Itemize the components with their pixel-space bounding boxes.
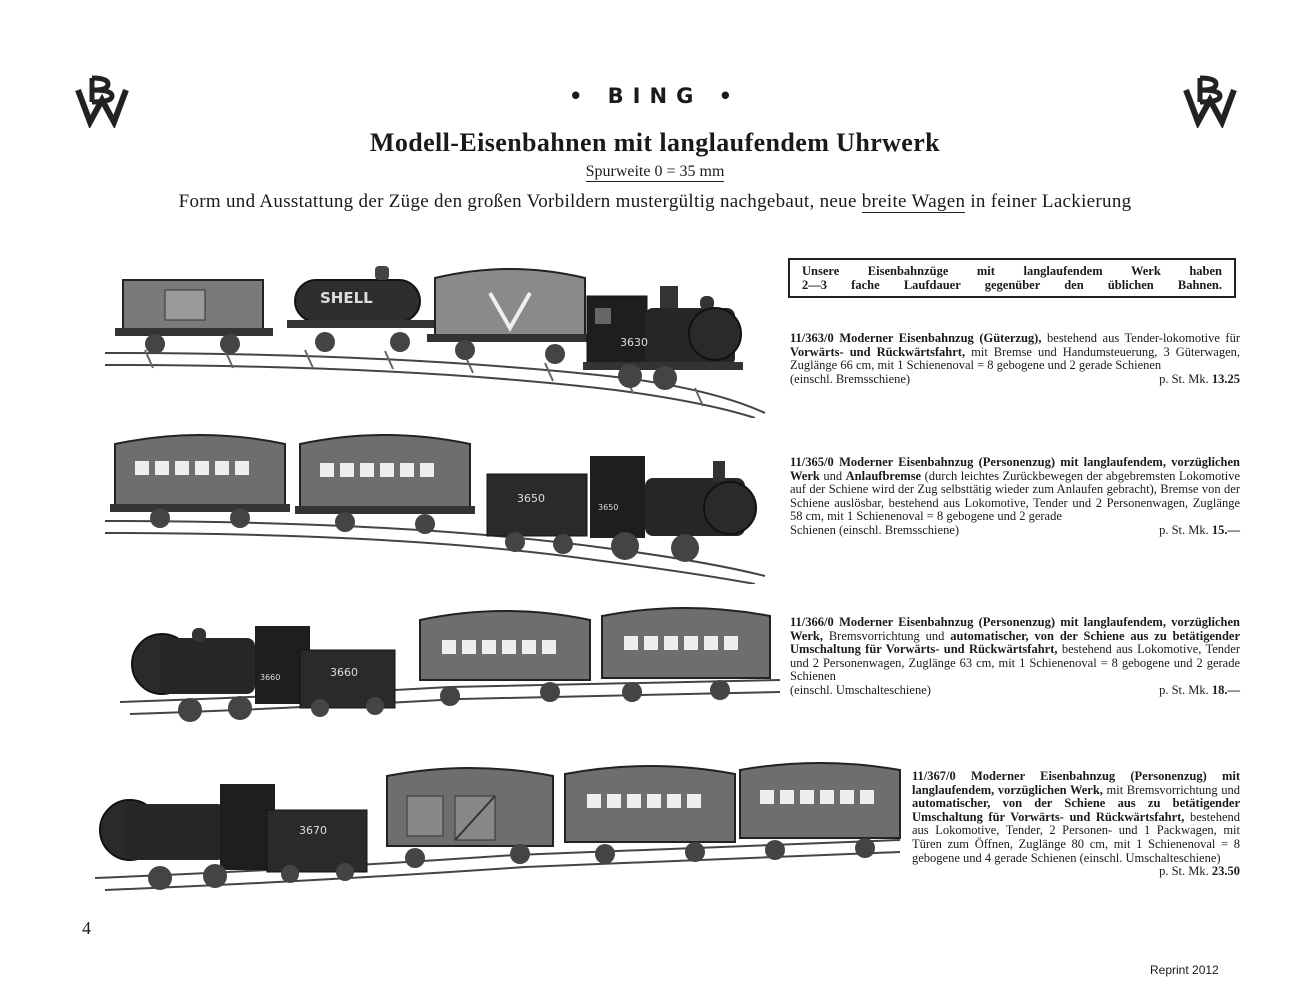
- tagline: [100, 191, 1210, 213]
- tagline-text-end: in feiner Lackierung: [965, 191, 1132, 212]
- page-subtitle: [560, 163, 750, 181]
- product-number: 11/363/0: [790, 331, 834, 345]
- bw-monogram-logo-left: [72, 72, 132, 128]
- loco-number-3630: 3630: [620, 336, 648, 349]
- price-label: p. St. Mk.: [1159, 864, 1209, 879]
- illustration-passenger-train-366: [120, 602, 785, 734]
- price-line: [790, 684, 1240, 698]
- product-heading: Moderner Eisenbahnzug (Personenzug) mit langlaufendem, vorzüglichen Werk: [790, 455, 1241, 483]
- product-heading: Moderner Eisenbahnzug (Güterzug),: [839, 331, 1042, 345]
- price-label: p. St. Mk.: [1159, 682, 1209, 697]
- product-highlight: automatischer, von der Schiene aus zu betätigender Umschaltung für Vorwärts- und Rückwärtsfahrt,: [912, 796, 1240, 824]
- price-label: p. St. Mk.: [1159, 522, 1209, 537]
- product-description-365: [790, 456, 1240, 538]
- product-heading: Moderner Eisenbahnzug (Personenzug) mit langlaufendem, vorzüglichen Werk,: [790, 615, 1241, 643]
- product-text-last: (einschl. Bremsschiene): [790, 371, 911, 386]
- cab-number-3650: 3650: [598, 503, 619, 512]
- product-highlight: automatischer, von der Schiene aus zu betätigender Umschaltung für Vorwärts- und Rückwärtsfahrt,: [790, 628, 1240, 657]
- cab-number-3660: 3660: [260, 673, 281, 682]
- brand-name: • BING •: [568, 84, 742, 108]
- price-line: [790, 524, 1240, 538]
- price: [1159, 524, 1240, 538]
- product-description-367: [912, 770, 1240, 879]
- illustration-passenger-train-367: [95, 760, 903, 900]
- product-text: und: [819, 468, 846, 483]
- price-line: [790, 373, 1240, 387]
- reprint-note: Reprint 2012: [1150, 963, 1219, 977]
- product-description-363: [790, 332, 1240, 386]
- product-text-rest: (durch leichtes Zurückbewegen der abgebremsten Lokomotive auf der Schiene wird der Zug selbsttätig wieder zum Anlaufen gebracht), Bremse von der Schiene auslösbar, bestehend aus Lokomotive, Tender und 2 Personenwagen, Zuglänge 58 cm, mit 1 Schienenoval = 8 gebogene und 2 gerade: [790, 468, 1240, 524]
- bw-monogram-logo-right: [1180, 72, 1240, 128]
- price-value: 23.50: [1211, 864, 1240, 879]
- product-text-last: (einschl. Umschalteschiene): [790, 682, 931, 697]
- tender-number-3670: 3670: [299, 824, 327, 837]
- notice-line-2: 2—3 fache Laufdauer gegenüber den üblichen Bahnen.: [802, 278, 1222, 292]
- product-text-last: Schienen (einschl. Bremsschiene): [790, 522, 960, 537]
- product-number: 11/366/0: [790, 615, 834, 629]
- tender-number-3650: 3650: [517, 492, 545, 505]
- gauge-text: Spurweite 0 = 35 mm: [585, 163, 725, 180]
- price-value: 18.—: [1211, 682, 1240, 697]
- price: [1159, 865, 1240, 879]
- illustration-goods-train: [105, 258, 770, 418]
- page-number: 4: [82, 918, 91, 938]
- product-text-rest: mit Bremse und Handumsteuerung, 3 Güterwagen, Zuglänge 66 cm, mit 1 Schienenoval = 8 gebogene und 2 gerade Schienen: [790, 344, 1240, 373]
- tank-label: SHELL: [320, 289, 373, 307]
- price-label: p. St. Mk.: [1159, 371, 1209, 386]
- notice-box: [788, 258, 1236, 298]
- notice-line-1: Unsere Eisenbahnzüge mit langlaufendem Werk haben: [802, 264, 1222, 278]
- price-value: 13.25: [1211, 371, 1240, 386]
- product-text-rest: bestehend aus Lokomotive, Tender, 2 Personen- und 1 Packwagen, mit Türen zum Öffnen, Zuglänge 80 cm, mit 1 Schienenoval = 8 gebogene und 4 gerade Schienen (einschl. Umschalteschiene): [912, 809, 1240, 865]
- tagline-text: Form und Ausstattung der Züge den großen Vorbildern mustergültig nachgebaut, neue: [178, 191, 862, 212]
- product-text: bestehend aus Tender-lokomotive für: [1041, 331, 1241, 345]
- product-description-366: [790, 616, 1240, 698]
- price: [1159, 373, 1240, 387]
- product-number: 11/367/0: [912, 769, 956, 783]
- tagline-emphasis: breite Wagen: [861, 191, 966, 212]
- product-text: Bremsvorrichtung und: [822, 628, 951, 643]
- product-highlight: Vorwärts- und Rückwärtsfahrt,: [790, 344, 966, 359]
- price-value: 15.—: [1211, 522, 1240, 537]
- page-title: Modell-Eisenbahnen mit langlaufendem Uhrwerk: [369, 128, 941, 157]
- product-heading: Moderner Eisenbahnzug (Personenzug) mit langlaufendem, vorzüglichen Werk,: [912, 769, 1240, 797]
- product-text-rest: bestehend aus Lokomotive, Tender und 2 Personenwagen, Zuglänge 63 cm, mit 1 Schienenoval = 8 gebogene und 2 gerade Schienen: [790, 642, 1240, 684]
- price-line: [912, 865, 1240, 879]
- price: [1159, 684, 1240, 698]
- product-text: mit Bremsvorrichtung und: [1102, 782, 1240, 797]
- illustration-passenger-train-365: [105, 426, 770, 584]
- tender-number-3660: 3660: [330, 666, 358, 679]
- product-number: 11/365/0: [790, 455, 834, 469]
- product-highlight: Anlaufbremse: [845, 468, 922, 483]
